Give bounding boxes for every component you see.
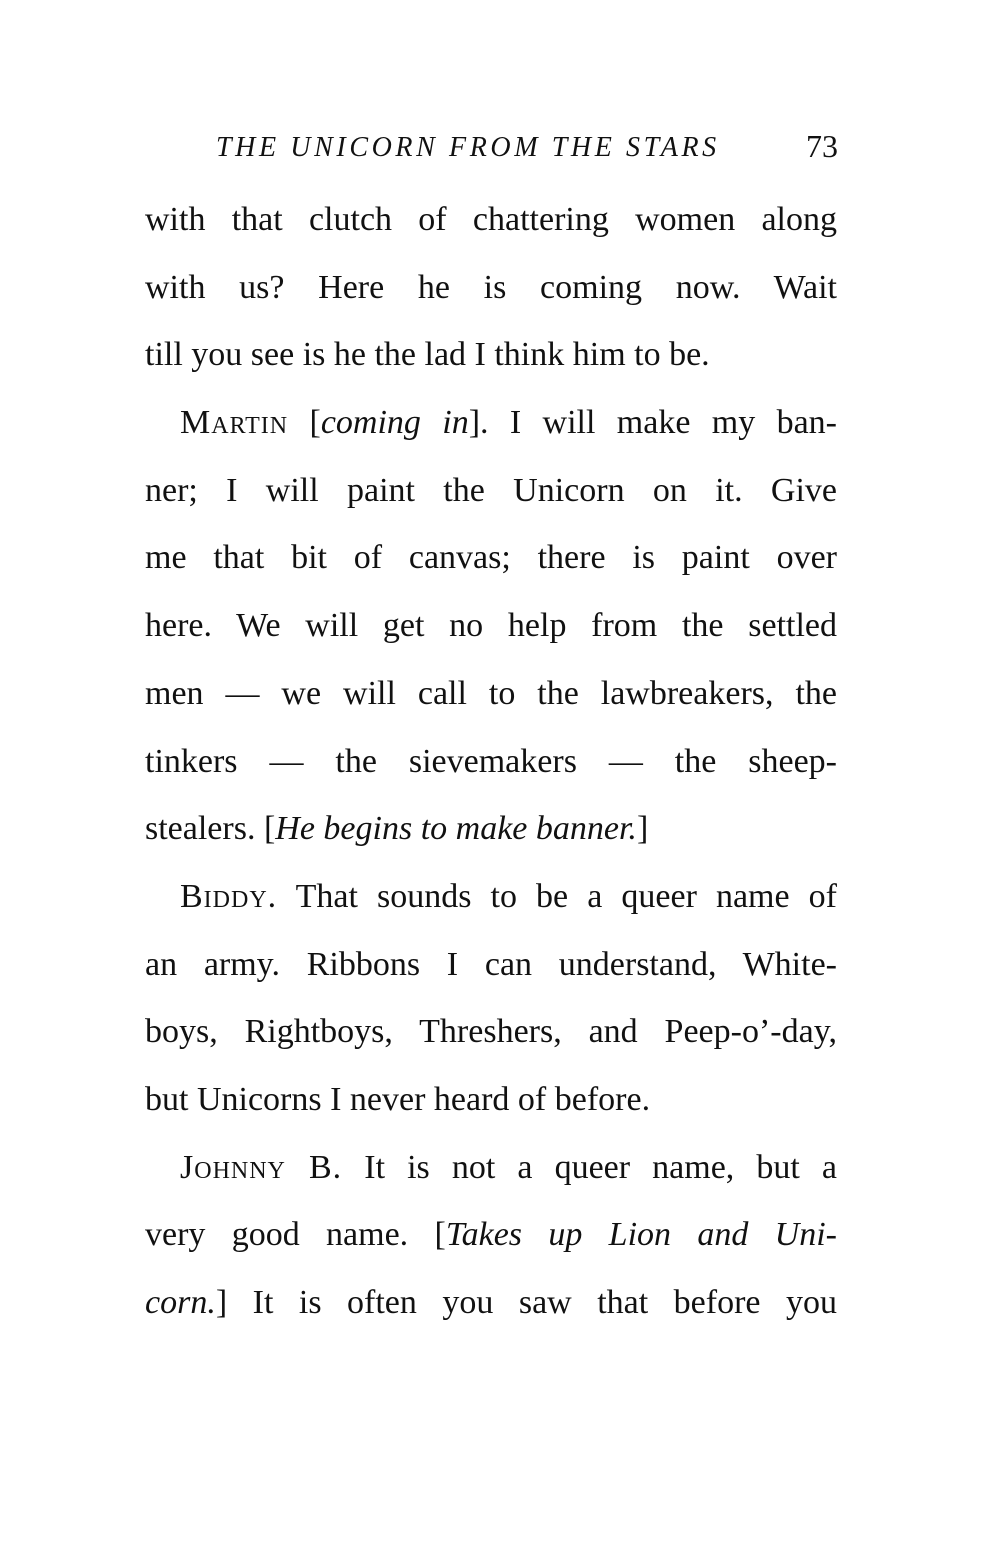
speech-text: stealers. [	[145, 810, 276, 848]
text-line: but Unicorns I never heard of before.	[145, 1080, 651, 1118]
speech-line-martin	[145, 389, 837, 457]
text-line: here. We will get no help from the settled	[145, 607, 837, 645]
text-line	[145, 1269, 837, 1337]
stage-direction: Takes up Lion and Uni-	[445, 1216, 837, 1254]
text-line: tinkers — the sievemakers — the sheep-	[145, 742, 837, 780]
text-line: men — we will call to the lawbreakers, the	[145, 674, 837, 712]
body-text	[145, 186, 837, 1337]
bracket: [	[309, 404, 321, 442]
speech-text: I will make my ban-	[488, 404, 837, 442]
speech-text: ] It is often you saw that before you	[215, 1284, 837, 1321]
text-line: ner; I will paint the Unicorn on it. Give	[145, 471, 837, 509]
speaker-name: Johnny B.	[180, 1148, 343, 1186]
speaker-name: Biddy.	[180, 877, 278, 915]
text-line	[145, 795, 837, 863]
stage-direction: corn.	[145, 1284, 216, 1321]
stage-direction: coming in	[320, 404, 469, 442]
text-line: till you see is he the lad I think him to be.	[145, 336, 710, 374]
speaker-name: Martin	[180, 404, 289, 442]
text-line: with that clutch of chattering women along	[145, 201, 837, 238]
speech-text: That sounds to be a queer name of	[277, 877, 837, 915]
text-line: with us? Here he is coming now. Wait	[145, 268, 837, 306]
text-line	[145, 1201, 837, 1269]
text-line: an army. Ribbons I can understand, White-	[145, 945, 837, 983]
speech-text: very good name. [	[145, 1216, 446, 1254]
bracket: ].	[468, 404, 489, 442]
bracket: ]	[636, 810, 649, 848]
running-head	[0, 128, 838, 168]
speech-line-biddy	[145, 863, 837, 931]
text-line: me that bit of canvas; there is paint over	[145, 539, 837, 577]
speech-line-johnny	[145, 1134, 837, 1202]
text-line: boys, Rightboys, Threshers, and Peep-o’-day,	[145, 1013, 837, 1051]
speech-text: It is not a queer name, but a	[342, 1148, 837, 1186]
stage-direction: He begins to make banner.	[275, 810, 637, 848]
running-title: THE UNICORN FROM THE STARS	[216, 132, 720, 163]
page-number: 73	[806, 128, 838, 164]
